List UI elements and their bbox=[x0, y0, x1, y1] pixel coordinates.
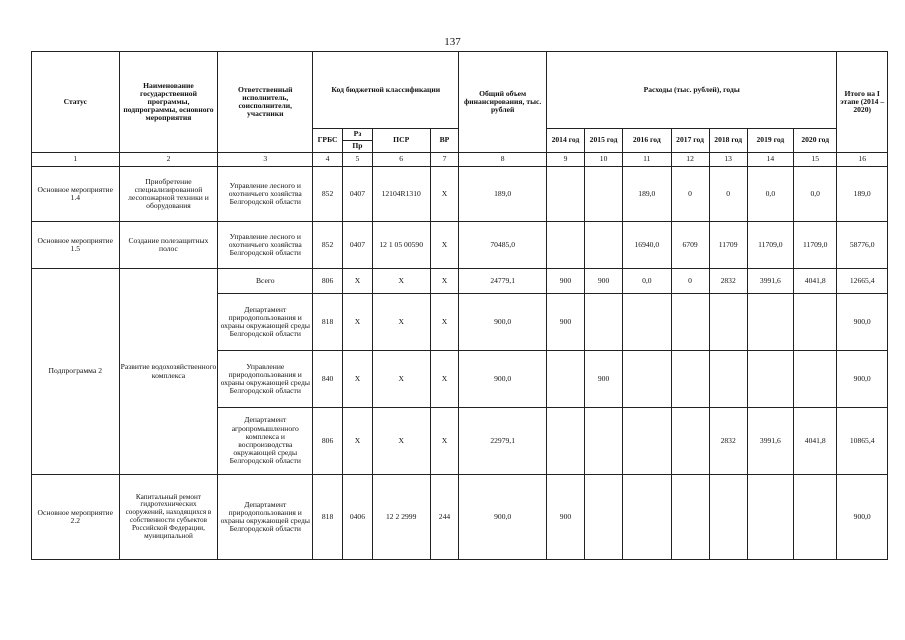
grbs-cell: 840 bbox=[313, 351, 343, 408]
vr-cell: Х bbox=[430, 269, 459, 294]
grbs-cell: 806 bbox=[313, 408, 343, 475]
rzpr-cell: Х bbox=[343, 408, 373, 475]
year-cell-2016: 189,0 bbox=[623, 167, 671, 222]
column-number: 12 bbox=[671, 153, 709, 167]
year-cell-2020 bbox=[794, 475, 837, 560]
year-cell-2015 bbox=[585, 475, 623, 560]
year-cell-2020 bbox=[794, 351, 837, 408]
header-year-2014: 2014 год bbox=[546, 129, 584, 153]
stage-total-cell: 10865,4 bbox=[837, 408, 888, 475]
grbs-cell: 806 bbox=[313, 269, 343, 294]
year-cell-2016 bbox=[623, 475, 671, 560]
header-expenses: Расходы (тыс. рублей), годы bbox=[546, 52, 836, 129]
year-cell-2020: 4041,8 bbox=[794, 408, 837, 475]
name-cell: Создание полезащитных полос bbox=[119, 222, 218, 269]
year-cell-2015 bbox=[585, 222, 623, 269]
column-number: 1 bbox=[32, 153, 120, 167]
column-number: 10 bbox=[585, 153, 623, 167]
total-cell: 70485,0 bbox=[459, 222, 547, 269]
year-cell-2017 bbox=[671, 408, 709, 475]
vr-cell: Х bbox=[430, 222, 459, 269]
total-cell: 24779,1 bbox=[459, 269, 547, 294]
responsible-cell: Управление природопользования и охраны окружающей среды Белгородской области bbox=[218, 351, 313, 408]
column-number: 7 bbox=[430, 153, 459, 167]
name-cell: Развитие водохозяйственного комплекса bbox=[119, 269, 218, 475]
year-cell-2016 bbox=[623, 294, 671, 351]
stage-total-cell: 900,0 bbox=[837, 475, 888, 560]
rzpr-cell: Х bbox=[343, 269, 373, 294]
year-cell-2014: 900 bbox=[546, 294, 584, 351]
header-name: Наименование государственной программы, подпрограммы, основного мероприятия bbox=[119, 52, 218, 153]
vr-cell: 244 bbox=[430, 475, 459, 560]
column-number: 9 bbox=[546, 153, 584, 167]
column-number: 15 bbox=[794, 153, 837, 167]
column-number: 4 bbox=[313, 153, 343, 167]
year-cell-2017: 6709 bbox=[671, 222, 709, 269]
column-number: 11 bbox=[623, 153, 671, 167]
status-cell: Основное мероприятие 1.4 bbox=[32, 167, 120, 222]
header-pr: Пр bbox=[343, 141, 373, 153]
status-cell: Основное мероприятие 1.5 bbox=[32, 222, 120, 269]
vr-cell: Х bbox=[430, 408, 459, 475]
header-year-2015: 2015 год bbox=[585, 129, 623, 153]
stage-total-cell: 900,0 bbox=[837, 294, 888, 351]
table-row bbox=[32, 222, 888, 269]
year-cell-2014: 900 bbox=[546, 475, 584, 560]
year-cell-2019 bbox=[747, 475, 793, 560]
rzpr-cell: Х bbox=[343, 351, 373, 408]
year-cell-2019: 3991,6 bbox=[747, 408, 793, 475]
year-cell-2018: 2832 bbox=[709, 408, 747, 475]
header-psr: ПСР bbox=[372, 129, 430, 153]
year-cell-2019 bbox=[747, 294, 793, 351]
year-cell-2020: 11709,0 bbox=[794, 222, 837, 269]
year-cell-2018 bbox=[709, 475, 747, 560]
psr-cell: Х bbox=[372, 294, 430, 351]
year-cell-2019 bbox=[747, 351, 793, 408]
rzpr-cell: 0407 bbox=[343, 167, 373, 222]
year-cell-2019: 3991,6 bbox=[747, 269, 793, 294]
year-cell-2014: 900 bbox=[546, 269, 584, 294]
year-cell-2015: 900 bbox=[585, 351, 623, 408]
year-cell-2017 bbox=[671, 351, 709, 408]
total-cell: 189,0 bbox=[459, 167, 547, 222]
vr-cell: Х bbox=[430, 294, 459, 351]
column-number: 3 bbox=[218, 153, 313, 167]
status-cell: Основное мероприятие 2.2 bbox=[32, 475, 120, 560]
header-budget-code: Код бюджетной классификации bbox=[313, 52, 459, 129]
header-year-2020: 2020 год bbox=[794, 129, 837, 153]
year-cell-2017 bbox=[671, 475, 709, 560]
column-number: 16 bbox=[837, 153, 888, 167]
year-cell-2017: 0 bbox=[671, 167, 709, 222]
year-cell-2018: 2832 bbox=[709, 269, 747, 294]
stage-total-cell: 900,0 bbox=[837, 351, 888, 408]
column-number: 8 bbox=[459, 153, 547, 167]
year-cell-2020: 4041,8 bbox=[794, 269, 837, 294]
year-cell-2017 bbox=[671, 294, 709, 351]
stage-total-cell: 12665,4 bbox=[837, 269, 888, 294]
column-number: 2 bbox=[119, 153, 218, 167]
table-row bbox=[32, 269, 888, 294]
rzpr-cell: 0407 bbox=[343, 222, 373, 269]
psr-cell: 12 2 2999 bbox=[372, 475, 430, 560]
table-row bbox=[32, 475, 888, 560]
year-cell-2018: 0 bbox=[709, 167, 747, 222]
vr-cell: Х bbox=[430, 167, 459, 222]
year-cell-2018 bbox=[709, 294, 747, 351]
responsible-cell: Управление лесного и охотничьего хозяйства Белгородской области bbox=[218, 167, 313, 222]
header-total-volume: Общий объем финансирования, тыс. рублей bbox=[459, 52, 547, 153]
grbs-cell: 818 bbox=[313, 294, 343, 351]
year-cell-2016 bbox=[623, 351, 671, 408]
column-number: 13 bbox=[709, 153, 747, 167]
header-year-2019: 2019 год bbox=[747, 129, 793, 153]
year-cell-2016: 0,0 bbox=[623, 269, 671, 294]
year-cell-2017: 0 bbox=[671, 269, 709, 294]
responsible-cell: Департамент агропромышленного комплекса и воспроизводства окружающей среды Белгородской области bbox=[218, 408, 313, 475]
table-row bbox=[32, 167, 888, 222]
year-cell-2018: 11709 bbox=[709, 222, 747, 269]
header-grbs: ГРБС bbox=[313, 129, 343, 153]
responsible-cell: Департамент природопользования и охраны окружающей среды Белгородской области bbox=[218, 294, 313, 351]
year-cell-2014 bbox=[546, 408, 584, 475]
total-cell: 900,0 bbox=[459, 351, 547, 408]
name-cell: Приобретение специализированной лесопожарной техники и оборудования bbox=[119, 167, 218, 222]
column-number: 6 bbox=[372, 153, 430, 167]
responsible-cell: Департамент природопользования и охраны окружающей среды Белгородской области bbox=[218, 475, 313, 560]
psr-cell: Х bbox=[372, 351, 430, 408]
total-cell: 900,0 bbox=[459, 294, 547, 351]
header-rz: Рз bbox=[343, 129, 373, 141]
rzpr-cell: Х bbox=[343, 294, 373, 351]
header-year-2017: 2017 год bbox=[671, 129, 709, 153]
year-cell-2019: 0,0 bbox=[747, 167, 793, 222]
responsible-cell: Управление лесного и охотничьего хозяйства Белгородской области bbox=[218, 222, 313, 269]
responsible-cell: Всего bbox=[218, 269, 313, 294]
header-row bbox=[32, 52, 888, 129]
budget-table bbox=[31, 51, 888, 560]
year-cell-2016: 16940,0 bbox=[623, 222, 671, 269]
column-number: 14 bbox=[747, 153, 793, 167]
header-stage-total: Итого на I этапе (2014 – 2020) bbox=[837, 52, 888, 153]
header-vr: ВР bbox=[430, 129, 459, 153]
year-cell-2019: 11709,0 bbox=[747, 222, 793, 269]
year-cell-2014 bbox=[546, 167, 584, 222]
year-cell-2014 bbox=[546, 222, 584, 269]
name-cell: Капитальный ремонт гидротехнических сооружений, находящихся в собственности субъектов Российской Федерации, муниципальной bbox=[119, 475, 218, 560]
psr-cell: Х bbox=[372, 269, 430, 294]
year-cell-2015 bbox=[585, 408, 623, 475]
year-cell-2014 bbox=[546, 351, 584, 408]
total-cell: 900,0 bbox=[459, 475, 547, 560]
rzpr-cell: 0406 bbox=[343, 475, 373, 560]
header-responsible: Ответственный исполнитель, соисполнители, участники bbox=[218, 52, 313, 153]
grbs-cell: 818 bbox=[313, 475, 343, 560]
stage-total-cell: 58776,0 bbox=[837, 222, 888, 269]
psr-cell: 12104R1310 bbox=[372, 167, 430, 222]
column-number: 5 bbox=[343, 153, 373, 167]
header-year-2018: 2018 год bbox=[709, 129, 747, 153]
psr-cell: 12 1 05 00590 bbox=[372, 222, 430, 269]
year-cell-2020 bbox=[794, 294, 837, 351]
grbs-cell: 852 bbox=[313, 167, 343, 222]
year-cell-2018 bbox=[709, 351, 747, 408]
vr-cell: Х bbox=[430, 351, 459, 408]
year-cell-2015 bbox=[585, 167, 623, 222]
grbs-cell: 852 bbox=[313, 222, 343, 269]
page-number: 137 bbox=[444, 36, 461, 48]
header-year-2016: 2016 год bbox=[623, 129, 671, 153]
stage-total-cell: 189,0 bbox=[837, 167, 888, 222]
year-cell-2015: 900 bbox=[585, 269, 623, 294]
year-cell-2015 bbox=[585, 294, 623, 351]
column-number-row bbox=[32, 153, 888, 167]
psr-cell: Х bbox=[372, 408, 430, 475]
total-cell: 22979,1 bbox=[459, 408, 547, 475]
year-cell-2016 bbox=[623, 408, 671, 475]
status-cell: Подпрограмма 2 bbox=[32, 269, 120, 475]
header-status: Статус bbox=[32, 52, 120, 153]
year-cell-2020: 0,0 bbox=[794, 167, 837, 222]
